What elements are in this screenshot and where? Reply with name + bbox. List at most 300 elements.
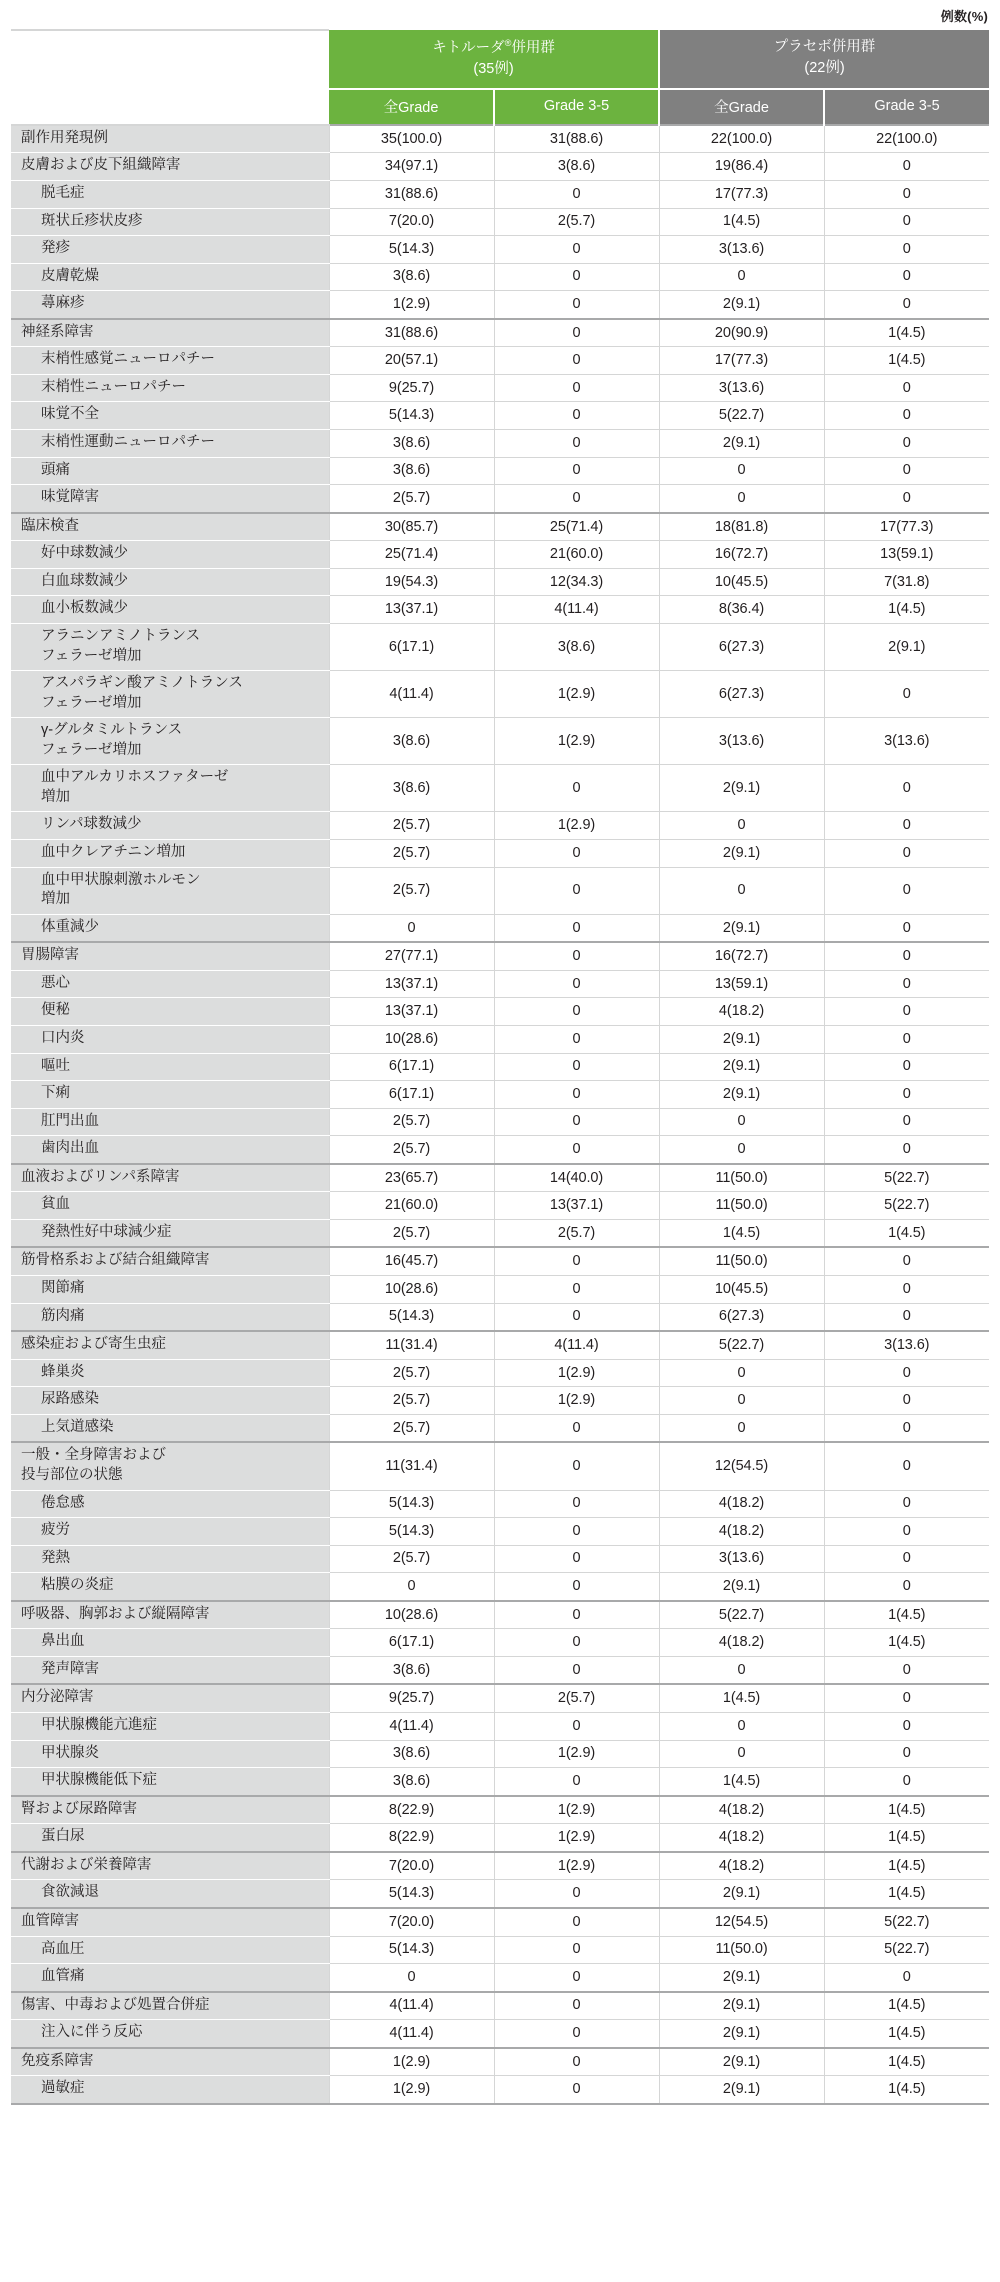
header-group-placebo-n: (22例) [804, 60, 845, 77]
cell-keytruda-grade35: 0 [494, 1490, 659, 1518]
cell-placebo-all-grade: 11(50.0) [659, 1192, 824, 1220]
row-term-label: 便秘 [11, 998, 329, 1026]
cell-keytruda-grade35: 0 [494, 1053, 659, 1081]
cell-keytruda-grade35: 0 [494, 970, 659, 998]
table-row [11, 1713, 989, 1741]
cell-placebo-all-grade: 0 [659, 867, 824, 914]
cell-placebo-all-grade: 8(36.4) [659, 596, 824, 624]
cell-placebo-grade35: 0 [824, 236, 989, 264]
table-row [11, 1992, 989, 2020]
cell-keytruda-grade35: 0 [494, 319, 659, 347]
cell-keytruda-grade35: 0 [494, 457, 659, 485]
table-row [11, 1192, 989, 1220]
cell-keytruda-all-grade: 4(11.4) [329, 671, 494, 718]
table-row [11, 942, 989, 970]
cell-placebo-all-grade: 20(90.9) [659, 319, 824, 347]
cell-placebo-grade35: 0 [824, 914, 989, 942]
cell-keytruda-all-grade: 10(28.6) [329, 1276, 494, 1304]
cell-placebo-grade35: 1(4.5) [824, 1219, 989, 1247]
row-term-label: 一般・全身障害および 投与部位の状態 [11, 1442, 329, 1490]
cell-keytruda-grade35: 3(8.6) [494, 623, 659, 670]
table-row [11, 1573, 989, 1601]
cell-keytruda-grade35: 0 [494, 402, 659, 430]
table-row [11, 125, 989, 153]
row-term-label: 頭痛 [11, 457, 329, 485]
table-row [11, 867, 989, 914]
cell-placebo-grade35: 0 [824, 1053, 989, 1081]
table-row [11, 1414, 989, 1442]
cell-placebo-grade35: 0 [824, 1442, 989, 1490]
cell-keytruda-all-grade: 23(65.7) [329, 1164, 494, 1192]
cell-placebo-grade35: 5(22.7) [824, 1908, 989, 1936]
cell-placebo-all-grade: 2(9.1) [659, 2020, 824, 2048]
cell-placebo-all-grade: 3(13.6) [659, 374, 824, 402]
row-term-label: アスパラギン酸アミノトランス フェラーゼ増加 [11, 671, 329, 718]
cell-keytruda-all-grade: 2(5.7) [329, 1545, 494, 1573]
table-row [11, 1331, 989, 1359]
cell-placebo-grade35: 0 [824, 1247, 989, 1275]
row-term-label: 傷害、中毒および処置合併症 [11, 1992, 329, 2020]
table-row [11, 347, 989, 375]
cell-keytruda-grade35: 3(8.6) [494, 153, 659, 181]
cell-keytruda-all-grade: 3(8.6) [329, 1656, 494, 1684]
cell-placebo-grade35: 0 [824, 998, 989, 1026]
cell-placebo-grade35: 0 [824, 374, 989, 402]
header-group-placebo-name: プラセボ併用群 [773, 39, 876, 56]
cell-placebo-grade35: 3(13.6) [824, 718, 989, 765]
cell-keytruda-all-grade: 7(20.0) [329, 1852, 494, 1880]
row-term-label: 体重減少 [11, 914, 329, 942]
cell-placebo-all-grade: 17(77.3) [659, 180, 824, 208]
row-term-label: 臨床検査 [11, 513, 329, 541]
row-term-label: リンパ球数減少 [11, 812, 329, 840]
cell-placebo-grade35: 1(4.5) [824, 1992, 989, 2020]
row-term-label: 内分泌障害 [11, 1684, 329, 1712]
row-term-label: 呼吸器、胸郭および縦隔障害 [11, 1601, 329, 1629]
cell-placebo-all-grade: 2(9.1) [659, 1081, 824, 1109]
cell-placebo-all-grade: 1(4.5) [659, 1684, 824, 1712]
cell-placebo-grade35: 1(4.5) [824, 319, 989, 347]
cell-keytruda-grade35: 1(2.9) [494, 1387, 659, 1415]
row-term-label: 腎および尿路障害 [11, 1796, 329, 1824]
cell-keytruda-all-grade: 9(25.7) [329, 1684, 494, 1712]
row-term-label: 胃腸障害 [11, 942, 329, 970]
cell-keytruda-all-grade: 5(14.3) [329, 402, 494, 430]
cell-keytruda-grade35: 1(2.9) [494, 1359, 659, 1387]
table-row [11, 1081, 989, 1109]
cell-keytruda-grade35: 4(11.4) [494, 596, 659, 624]
row-term-label: 甲状腺機能低下症 [11, 1768, 329, 1796]
cell-placebo-all-grade: 0 [659, 485, 824, 513]
table-row [11, 1964, 989, 1992]
cell-placebo-grade35: 0 [824, 1684, 989, 1712]
table-row [11, 402, 989, 430]
cell-placebo-grade35: 1(4.5) [824, 1824, 989, 1852]
cell-keytruda-all-grade: 31(88.6) [329, 180, 494, 208]
cell-placebo-grade35: 1(4.5) [824, 2076, 989, 2104]
cell-placebo-grade35: 22(100.0) [824, 125, 989, 153]
table-row [11, 596, 989, 624]
cell-placebo-all-grade: 18(81.8) [659, 513, 824, 541]
cell-keytruda-grade35: 0 [494, 1768, 659, 1796]
table-row [11, 1880, 989, 1908]
cell-placebo-grade35: 1(4.5) [824, 347, 989, 375]
table-row [11, 568, 989, 596]
cell-keytruda-grade35: 0 [494, 998, 659, 1026]
cell-placebo-grade35: 13(59.1) [824, 541, 989, 569]
cell-keytruda-grade35: 1(2.9) [494, 812, 659, 840]
cell-placebo-all-grade: 0 [659, 1656, 824, 1684]
cell-placebo-all-grade: 3(13.6) [659, 718, 824, 765]
table-row [11, 718, 989, 765]
cell-keytruda-grade35: 0 [494, 374, 659, 402]
table-row [11, 291, 989, 319]
cell-keytruda-all-grade: 34(97.1) [329, 153, 494, 181]
header-col-keytruda-all-grade: 全Grade [329, 89, 494, 125]
cell-placebo-all-grade: 2(9.1) [659, 1573, 824, 1601]
cell-keytruda-all-grade: 10(28.6) [329, 1025, 494, 1053]
table-row [11, 1824, 989, 1852]
cell-placebo-all-grade: 17(77.3) [659, 347, 824, 375]
cell-placebo-grade35: 0 [824, 1964, 989, 1992]
row-term-label: 好中球数減少 [11, 541, 329, 569]
row-term-label: 食欲減退 [11, 1880, 329, 1908]
row-term-label: 末梢性ニューロパチー [11, 374, 329, 402]
table-row [11, 1545, 989, 1573]
cell-placebo-grade35: 0 [824, 1025, 989, 1053]
cell-keytruda-all-grade: 5(14.3) [329, 1303, 494, 1331]
table-row [11, 1490, 989, 1518]
row-term-label: 発疹 [11, 236, 329, 264]
cell-placebo-grade35: 0 [824, 153, 989, 181]
table-row [11, 153, 989, 181]
cell-keytruda-all-grade: 3(8.6) [329, 457, 494, 485]
cell-keytruda-all-grade: 6(17.1) [329, 1053, 494, 1081]
cell-placebo-all-grade: 0 [659, 1387, 824, 1415]
cell-keytruda-grade35: 0 [494, 236, 659, 264]
cell-keytruda-all-grade: 9(25.7) [329, 374, 494, 402]
cell-keytruda-all-grade: 7(20.0) [329, 1908, 494, 1936]
cell-keytruda-grade35: 0 [494, 347, 659, 375]
row-term-label: 発熱 [11, 1545, 329, 1573]
cell-placebo-grade35: 1(4.5) [824, 1601, 989, 1629]
table-row [11, 1164, 989, 1192]
cell-keytruda-grade35: 0 [494, 1276, 659, 1304]
cell-placebo-grade35: 0 [824, 867, 989, 914]
cell-placebo-all-grade: 4(18.2) [659, 998, 824, 1026]
cell-placebo-grade35: 17(77.3) [824, 513, 989, 541]
cell-keytruda-all-grade: 5(14.3) [329, 1490, 494, 1518]
cell-keytruda-all-grade: 3(8.6) [329, 1768, 494, 1796]
table-row [11, 180, 989, 208]
cell-placebo-grade35: 1(4.5) [824, 2020, 989, 2048]
cell-keytruda-grade35: 14(40.0) [494, 1164, 659, 1192]
row-term-label: 発熱性好中球減少症 [11, 1219, 329, 1247]
cell-placebo-all-grade: 4(18.2) [659, 1824, 824, 1852]
table-row [11, 430, 989, 458]
cell-placebo-all-grade: 2(9.1) [659, 1992, 824, 2020]
cell-placebo-all-grade: 22(100.0) [659, 125, 824, 153]
table-row [11, 2020, 989, 2048]
cell-keytruda-all-grade: 3(8.6) [329, 765, 494, 812]
cell-placebo-all-grade: 19(86.4) [659, 153, 824, 181]
table-row [11, 998, 989, 1026]
cell-keytruda-all-grade: 5(14.3) [329, 1936, 494, 1964]
row-term-label: 貧血 [11, 1192, 329, 1220]
cell-placebo-grade35: 0 [824, 180, 989, 208]
cell-keytruda-all-grade: 1(2.9) [329, 291, 494, 319]
cell-placebo-grade35: 0 [824, 291, 989, 319]
cell-placebo-grade35: 0 [824, 812, 989, 840]
cell-placebo-grade35: 0 [824, 671, 989, 718]
table-row [11, 1656, 989, 1684]
cell-placebo-all-grade: 0 [659, 263, 824, 291]
cell-keytruda-all-grade: 3(8.6) [329, 1740, 494, 1768]
cell-keytruda-grade35: 0 [494, 765, 659, 812]
row-term-label: 筋骨格系および結合組織障害 [11, 1247, 329, 1275]
cell-keytruda-grade35: 0 [494, 1992, 659, 2020]
cell-placebo-all-grade: 4(18.2) [659, 1852, 824, 1880]
row-term-label: γ-グルタミルトランス フェラーゼ増加 [11, 718, 329, 765]
cell-placebo-all-grade: 5(22.7) [659, 1331, 824, 1359]
cell-keytruda-grade35: 12(34.3) [494, 568, 659, 596]
cell-placebo-grade35: 0 [824, 1136, 989, 1164]
cell-keytruda-all-grade: 2(5.7) [329, 1108, 494, 1136]
header-group-keytruda-name: キトルーダ®併用群 [432, 38, 555, 56]
cell-placebo-all-grade: 6(27.3) [659, 623, 824, 670]
row-term-label: 代謝および栄養障害 [11, 1852, 329, 1880]
cell-keytruda-all-grade: 13(37.1) [329, 998, 494, 1026]
table-row [11, 1219, 989, 1247]
cell-keytruda-grade35: 0 [494, 2020, 659, 2048]
cell-placebo-all-grade: 2(9.1) [659, 765, 824, 812]
row-term-label: アラニンアミノトランス フェラーゼ増加 [11, 623, 329, 670]
cell-placebo-grade35: 0 [824, 942, 989, 970]
table-row [11, 541, 989, 569]
cell-placebo-grade35: 0 [824, 1276, 989, 1304]
row-term-label: 斑状丘疹状皮疹 [11, 208, 329, 236]
cell-keytruda-all-grade: 4(11.4) [329, 2020, 494, 2048]
cell-placebo-grade35: 0 [824, 1359, 989, 1387]
cell-keytruda-grade35: 0 [494, 1108, 659, 1136]
cell-placebo-grade35: 1(4.5) [824, 596, 989, 624]
cell-placebo-all-grade: 5(22.7) [659, 1601, 824, 1629]
cell-placebo-grade35: 1(4.5) [824, 1629, 989, 1657]
row-term-label: 白血球数減少 [11, 568, 329, 596]
header-group-keytruda-n: (35例) [473, 60, 514, 77]
header-group-keytruda [329, 30, 659, 89]
cell-placebo-all-grade: 6(27.3) [659, 671, 824, 718]
cell-placebo-grade35: 1(4.5) [824, 1880, 989, 1908]
header-corner-spacer [11, 30, 329, 125]
cell-keytruda-all-grade: 0 [329, 914, 494, 942]
cell-keytruda-all-grade: 16(45.7) [329, 1247, 494, 1275]
cell-keytruda-all-grade: 8(22.9) [329, 1796, 494, 1824]
cell-placebo-all-grade: 2(9.1) [659, 2076, 824, 2104]
cell-placebo-all-grade: 1(4.5) [659, 208, 824, 236]
cell-placebo-grade35: 0 [824, 1387, 989, 1415]
table-row [11, 1796, 989, 1824]
row-term-label: 嘔吐 [11, 1053, 329, 1081]
row-term-label: 歯肉出血 [11, 1136, 329, 1164]
row-term-label: 味覚不全 [11, 402, 329, 430]
cell-placebo-all-grade: 4(18.2) [659, 1629, 824, 1657]
cell-keytruda-grade35: 0 [494, 1303, 659, 1331]
cell-placebo-grade35: 5(22.7) [824, 1936, 989, 1964]
table-row [11, 1136, 989, 1164]
cell-placebo-grade35: 5(22.7) [824, 1164, 989, 1192]
table-row [11, 374, 989, 402]
row-term-label: 倦怠感 [11, 1490, 329, 1518]
cell-keytruda-all-grade: 2(5.7) [329, 867, 494, 914]
cell-placebo-all-grade: 0 [659, 1359, 824, 1387]
cell-keytruda-all-grade: 27(77.1) [329, 942, 494, 970]
cell-keytruda-all-grade: 2(5.7) [329, 840, 494, 868]
cell-keytruda-grade35: 0 [494, 1573, 659, 1601]
cell-keytruda-all-grade: 0 [329, 1964, 494, 1992]
cell-keytruda-grade35: 2(5.7) [494, 1684, 659, 1712]
cell-placebo-all-grade: 16(72.7) [659, 942, 824, 970]
cell-placebo-all-grade: 3(13.6) [659, 1545, 824, 1573]
cell-keytruda-all-grade: 20(57.1) [329, 347, 494, 375]
cell-keytruda-grade35: 0 [494, 1081, 659, 1109]
table-row [11, 914, 989, 942]
cell-keytruda-all-grade: 2(5.7) [329, 1359, 494, 1387]
cell-placebo-grade35: 2(9.1) [824, 623, 989, 670]
cell-keytruda-all-grade: 11(31.4) [329, 1442, 494, 1490]
table-row [11, 1303, 989, 1331]
cell-keytruda-grade35: 21(60.0) [494, 541, 659, 569]
row-term-label: 筋肉痛 [11, 1303, 329, 1331]
row-term-label: 血液およびリンパ系障害 [11, 1164, 329, 1192]
cell-placebo-grade35: 0 [824, 840, 989, 868]
header-col-keytruda-grade35: Grade 3-5 [494, 89, 659, 125]
row-term-label: 蜂巣炎 [11, 1359, 329, 1387]
table-row [11, 1359, 989, 1387]
cell-keytruda-all-grade: 4(11.4) [329, 1713, 494, 1741]
cell-placebo-grade35: 7(31.8) [824, 568, 989, 596]
row-term-label: 上気道感染 [11, 1414, 329, 1442]
cell-keytruda-all-grade: 2(5.7) [329, 1387, 494, 1415]
cell-placebo-grade35: 0 [824, 485, 989, 513]
cell-keytruda-grade35: 4(11.4) [494, 1331, 659, 1359]
cell-keytruda-grade35: 25(71.4) [494, 513, 659, 541]
table-row [11, 1936, 989, 1964]
cell-keytruda-grade35: 0 [494, 1442, 659, 1490]
cell-placebo-grade35: 1(4.5) [824, 1796, 989, 1824]
cell-keytruda-grade35: 1(2.9) [494, 718, 659, 765]
row-term-label: 鼻出血 [11, 1629, 329, 1657]
cell-placebo-grade35: 1(4.5) [824, 2048, 989, 2076]
cell-placebo-all-grade: 11(50.0) [659, 1936, 824, 1964]
cell-placebo-all-grade: 2(9.1) [659, 1053, 824, 1081]
cell-placebo-all-grade: 4(18.2) [659, 1518, 824, 1546]
table-row [11, 1247, 989, 1275]
cell-keytruda-all-grade: 6(17.1) [329, 1081, 494, 1109]
cell-placebo-grade35: 0 [824, 1545, 989, 1573]
cell-keytruda-grade35: 0 [494, 840, 659, 868]
cell-keytruda-grade35: 31(88.6) [494, 125, 659, 153]
cell-placebo-grade35: 0 [824, 765, 989, 812]
cell-placebo-grade35: 0 [824, 1740, 989, 1768]
cell-keytruda-grade35: 0 [494, 1880, 659, 1908]
cell-placebo-grade35: 0 [824, 1490, 989, 1518]
table-row [11, 765, 989, 812]
cell-placebo-all-grade: 12(54.5) [659, 1442, 824, 1490]
table-row [11, 2076, 989, 2104]
cell-placebo-grade35: 0 [824, 430, 989, 458]
table-row [11, 1768, 989, 1796]
cell-keytruda-all-grade: 30(85.7) [329, 513, 494, 541]
row-term-label: 神経系障害 [11, 319, 329, 347]
cell-placebo-all-grade: 4(18.2) [659, 1490, 824, 1518]
cell-keytruda-grade35: 0 [494, 1136, 659, 1164]
registered-trademark-icon: ® [504, 38, 512, 48]
cell-keytruda-all-grade: 5(14.3) [329, 236, 494, 264]
cell-placebo-all-grade: 4(18.2) [659, 1796, 824, 1824]
table-body [11, 125, 989, 2104]
cell-placebo-all-grade: 10(45.5) [659, 568, 824, 596]
cell-keytruda-all-grade: 21(60.0) [329, 1192, 494, 1220]
table-row [11, 970, 989, 998]
cell-keytruda-grade35: 0 [494, 867, 659, 914]
row-term-label: 疲労 [11, 1518, 329, 1546]
cell-keytruda-all-grade: 11(31.4) [329, 1331, 494, 1359]
table-row [11, 1276, 989, 1304]
cell-placebo-all-grade: 0 [659, 457, 824, 485]
row-term-label: 血管痛 [11, 1964, 329, 1992]
cell-keytruda-all-grade: 31(88.6) [329, 319, 494, 347]
table-row [11, 236, 989, 264]
cell-placebo-grade35: 5(22.7) [824, 1192, 989, 1220]
cell-keytruda-all-grade: 8(22.9) [329, 1824, 494, 1852]
cell-keytruda-all-grade: 2(5.7) [329, 812, 494, 840]
cell-keytruda-all-grade: 2(5.7) [329, 1219, 494, 1247]
cell-keytruda-all-grade: 2(5.7) [329, 1136, 494, 1164]
table-row [11, 457, 989, 485]
cell-placebo-grade35: 0 [824, 457, 989, 485]
cell-placebo-all-grade: 2(9.1) [659, 1880, 824, 1908]
cell-placebo-all-grade: 3(13.6) [659, 236, 824, 264]
cell-keytruda-grade35: 0 [494, 1025, 659, 1053]
cell-keytruda-grade35: 2(5.7) [494, 208, 659, 236]
row-term-label: 蛋白尿 [11, 1824, 329, 1852]
table-row [11, 513, 989, 541]
row-term-label: 過敏症 [11, 2076, 329, 2104]
cell-keytruda-grade35: 0 [494, 485, 659, 513]
cell-placebo-grade35: 0 [824, 1303, 989, 1331]
cell-keytruda-grade35: 0 [494, 1908, 659, 1936]
cell-placebo-all-grade: 0 [659, 1136, 824, 1164]
table-row [11, 671, 989, 718]
header-group-placebo [659, 30, 989, 89]
cell-keytruda-all-grade: 2(5.7) [329, 1414, 494, 1442]
row-term-label: 粘膜の炎症 [11, 1573, 329, 1601]
header-group-row [11, 30, 989, 89]
row-term-label: 甲状腺機能亢進症 [11, 1713, 329, 1741]
cell-keytruda-grade35: 0 [494, 263, 659, 291]
cell-placebo-all-grade: 10(45.5) [659, 1276, 824, 1304]
cell-placebo-grade35: 0 [824, 1713, 989, 1741]
cell-keytruda-grade35: 0 [494, 914, 659, 942]
cell-keytruda-all-grade: 1(2.9) [329, 2076, 494, 2104]
cell-keytruda-all-grade: 4(11.4) [329, 1992, 494, 2020]
cell-placebo-all-grade: 1(4.5) [659, 1219, 824, 1247]
cell-keytruda-all-grade: 1(2.9) [329, 2048, 494, 2076]
table-header [11, 30, 989, 125]
table-row [11, 319, 989, 347]
table-row [11, 623, 989, 670]
